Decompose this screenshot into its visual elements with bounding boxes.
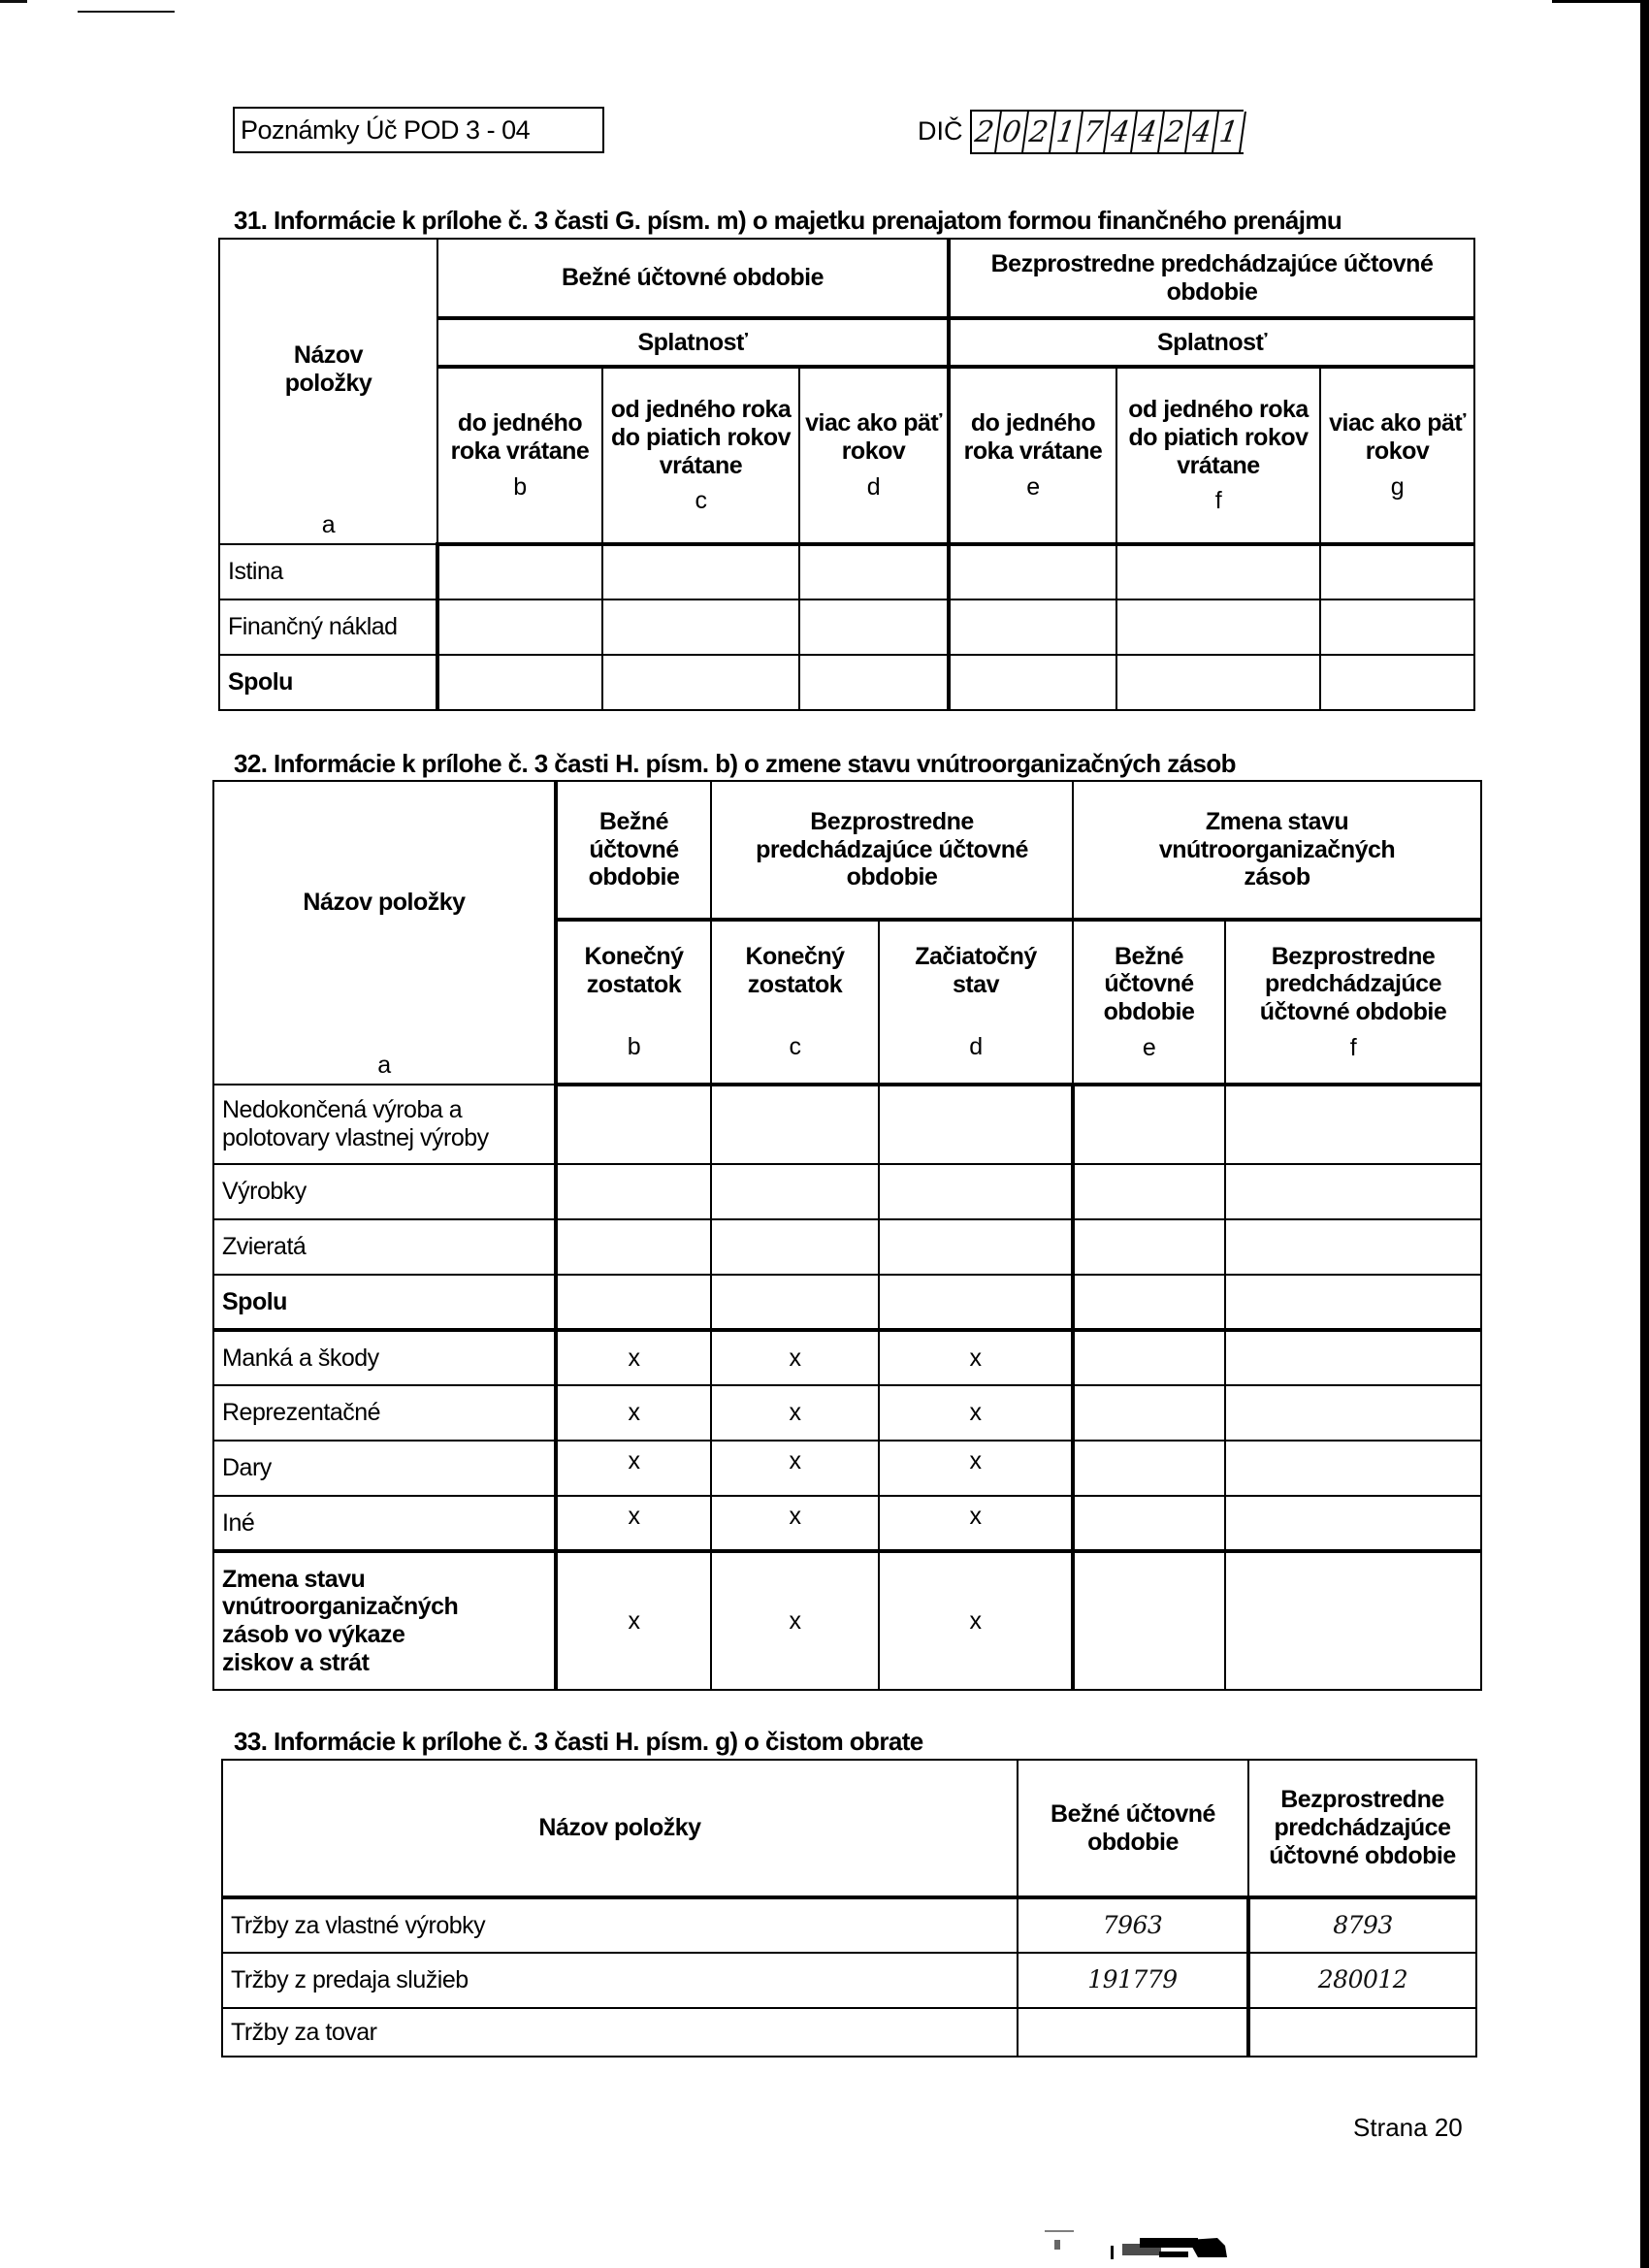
col-header-name: Názov položky	[222, 1760, 1018, 1897]
col-letter: f	[1214, 487, 1222, 515]
value-cell[interactable]	[556, 1219, 711, 1275]
header-text: Názov položky	[303, 889, 466, 916]
dic-digit[interactable]: 4	[1186, 112, 1219, 152]
table-row	[213, 1385, 1481, 1441]
header-text: od jedného roka do piatich rokov vrátane	[610, 396, 792, 479]
col-header-b	[556, 920, 711, 1085]
value-cell[interactable]	[556, 1275, 711, 1330]
scan-artifact-line	[78, 11, 175, 13]
group-header-previous: Bezprostredne predchádzajúce účtovné obdobie	[949, 239, 1474, 318]
col-header-g	[1320, 367, 1474, 544]
table-row	[219, 544, 1474, 599]
col-header-d	[879, 920, 1073, 1085]
dic-digit[interactable]: 7	[1078, 112, 1111, 152]
value-cell: x	[711, 1441, 879, 1496]
col-header-f	[1116, 367, 1320, 544]
dic-digit[interactable]: 2	[1159, 112, 1192, 152]
value-cell: x	[556, 1551, 711, 1690]
col-header-e	[949, 367, 1116, 544]
value-cell[interactable]	[879, 1219, 1073, 1275]
header-text: Konečný zostatok	[584, 942, 684, 998]
table-row	[222, 2008, 1476, 2057]
value-cell: x	[556, 1496, 711, 1551]
value-cell[interactable]	[1225, 1551, 1481, 1690]
value-cell[interactable]	[1073, 1441, 1225, 1496]
value-cell[interactable]	[1073, 1164, 1225, 1219]
row-label: Tržby za tovar	[222, 2008, 1018, 2057]
value-cell[interactable]	[1073, 1551, 1225, 1690]
col-letter: d	[969, 1033, 983, 1061]
header-text: Bezprostredne predchádzajúce účtovné obdobie	[1259, 942, 1447, 1025]
value-cell: x	[879, 1441, 1073, 1496]
value-cell[interactable]	[1073, 1219, 1225, 1275]
dic-label: DIČ	[918, 116, 963, 146]
group-header-current: Bežné účtovné obdobie	[556, 781, 711, 920]
row-label: Spolu	[219, 655, 437, 710]
value-cell[interactable]	[949, 655, 1116, 710]
value-cell[interactable]	[879, 1275, 1073, 1330]
row-label: Spolu	[213, 1275, 556, 1330]
dic-digit[interactable]: 0	[996, 112, 1029, 152]
table-row	[213, 1164, 1481, 1219]
table-row	[213, 1441, 1481, 1496]
value-cell[interactable]	[1073, 1385, 1225, 1441]
row-label: Zmena stavu vnútroorganizačných zásob vo výkaze ziskov a strát	[213, 1551, 556, 1690]
form-identifier: Poznámky Úč POD 3 - 04	[233, 107, 604, 153]
row-label: Iné	[213, 1496, 556, 1551]
col-header-d	[799, 367, 949, 544]
value-cell-current[interactable]: 191779	[1018, 1953, 1248, 2008]
value-cell[interactable]	[799, 599, 949, 655]
section-33-table	[221, 1759, 1477, 2057]
value-cell: x	[556, 1385, 711, 1441]
table-row	[222, 1897, 1476, 1953]
header-text: od jedného roka do piatich rokov vrátane	[1128, 396, 1309, 479]
scan-border-top	[1552, 0, 1649, 3]
section-31-title: 31. Informácie k prílohe č. 3 časti G. písm. m) o majetku prenajatom formou finančného prenájmu	[234, 206, 1342, 235]
value-cell[interactable]	[1225, 1385, 1481, 1441]
col-letter: b	[627, 1033, 641, 1061]
value-cell[interactable]	[437, 655, 602, 710]
col-letter: c	[695, 487, 707, 515]
value-cell[interactable]	[1320, 655, 1474, 710]
section-33-title: 33. Informácie k prílohe č. 3 časti H. písm. g) o čistom obrate	[234, 1727, 923, 1756]
col-header-e	[1073, 920, 1225, 1085]
table-row	[219, 599, 1474, 655]
value-cell[interactable]	[949, 599, 1116, 655]
dic-digit[interactable]: 4	[1105, 112, 1138, 152]
section-32-title: 32. Informácie k prílohe č. 3 časti H. písm. b) o zmene stavu vnútroorganizačných zásob	[234, 749, 1236, 778]
col-header-current: Bežné účtovné obdobie	[1018, 1760, 1248, 1897]
header-text: Názov položky	[284, 341, 372, 397]
dic-digit[interactable]: 2	[1023, 112, 1056, 152]
value-cell[interactable]	[879, 1085, 1073, 1164]
value-cell: x	[879, 1385, 1073, 1441]
col-letter: a	[377, 1052, 391, 1080]
value-cell[interactable]	[1320, 544, 1474, 599]
col-header-name	[219, 239, 437, 544]
value-cell: x	[879, 1496, 1073, 1551]
value-cell[interactable]	[949, 544, 1116, 599]
row-label: Istina	[219, 544, 437, 599]
value-cell[interactable]	[1073, 1496, 1225, 1551]
row-label: Výrobky	[213, 1164, 556, 1219]
table-row	[213, 1330, 1481, 1385]
value-cell[interactable]	[1073, 1275, 1225, 1330]
col-letter: e	[1026, 472, 1040, 501]
value-cell-current[interactable]: 7963	[1018, 1897, 1248, 1953]
table-row	[213, 1085, 1481, 1164]
col-header-b	[437, 367, 602, 544]
dic-digit[interactable]: 4	[1132, 112, 1165, 152]
value-cell[interactable]	[1225, 1496, 1481, 1551]
dic-field[interactable]	[970, 110, 1244, 154]
scan-artifact-corner	[0, 0, 27, 3]
value-cell[interactable]	[1225, 1275, 1481, 1330]
row-label: Finančný náklad	[219, 599, 437, 655]
value-cell[interactable]	[602, 599, 799, 655]
value-cell-previous[interactable]	[1248, 2008, 1476, 2057]
row-label: Dary	[213, 1441, 556, 1496]
value-cell[interactable]	[711, 1219, 879, 1275]
table-row	[213, 1275, 1481, 1330]
section-32-table	[212, 780, 1482, 1691]
col-letter: c	[789, 1033, 801, 1061]
group-header-current: Bežné účtovné obdobie	[437, 239, 949, 318]
value-cell: x	[879, 1551, 1073, 1690]
value-cell[interactable]	[1225, 1164, 1481, 1219]
value-cell: x	[711, 1551, 879, 1690]
value-cell[interactable]	[1073, 1330, 1225, 1385]
col-letter: b	[513, 472, 527, 501]
header-text: viac ako päť rokov	[1329, 409, 1466, 466]
value-cell[interactable]	[1073, 1085, 1225, 1164]
value-cell[interactable]	[711, 1164, 879, 1219]
maturity-header-previous: Splatnosť	[949, 318, 1474, 367]
table-row	[222, 1953, 1476, 2008]
header-text: do jedného roka vrátane	[963, 409, 1103, 466]
value-cell[interactable]	[602, 544, 799, 599]
value-cell[interactable]	[799, 655, 949, 710]
row-label: Tržby z predaja služieb	[222, 1953, 1018, 2008]
value-cell[interactable]	[1225, 1219, 1481, 1275]
value-cell: x	[556, 1441, 711, 1496]
value-cell[interactable]	[1225, 1441, 1481, 1496]
row-label: Manká a škody	[213, 1330, 556, 1385]
value-cell-previous[interactable]: 8793	[1248, 1897, 1476, 1953]
value-cell: x	[711, 1330, 879, 1385]
table-row	[219, 655, 1474, 710]
table-row	[213, 1551, 1481, 1690]
value-cell[interactable]	[1225, 1085, 1481, 1164]
value-cell[interactable]	[437, 544, 602, 599]
col-header-previous: Bezprostredne predchádzajúce účtovné obdobie	[1248, 1760, 1476, 1897]
value-cell: x	[711, 1385, 879, 1441]
col-header-name	[213, 781, 556, 1085]
value-cell-current[interactable]	[1018, 2008, 1248, 2057]
value-cell[interactable]	[799, 544, 949, 599]
row-label: Nedokončená výroba a polotovary vlastnej výroby	[213, 1085, 556, 1164]
table-row	[213, 1219, 1481, 1275]
value-cell[interactable]	[602, 655, 799, 710]
header-text: Začiatočný stav	[915, 942, 1037, 998]
value-cell: x	[879, 1330, 1073, 1385]
col-letter: e	[1142, 1033, 1156, 1061]
header-text: viac ako päť rokov	[805, 409, 942, 466]
group-header-previous: Bezprostredne predchádzajúce účtovné obdobie	[711, 781, 1073, 920]
row-label: Reprezentačné	[213, 1385, 556, 1441]
value-cell[interactable]	[1116, 599, 1320, 655]
col-letter: f	[1349, 1033, 1357, 1061]
dic-digit[interactable]: 1	[1213, 112, 1246, 152]
col-header-c	[711, 920, 879, 1085]
group-header-change: Zmena stavu vnútroorganizačných zásob	[1073, 781, 1481, 920]
value-cell[interactable]	[711, 1085, 879, 1164]
value-cell: x	[556, 1330, 711, 1385]
dic-digit[interactable]: 2	[969, 112, 1002, 152]
value-cell[interactable]	[1116, 544, 1320, 599]
section-31-table	[218, 238, 1475, 711]
header-text: do jedného roka vrátane	[450, 409, 590, 466]
page-number: Strana 20	[1353, 2113, 1463, 2142]
value-cell[interactable]	[1116, 655, 1320, 710]
value-cell[interactable]	[711, 1275, 879, 1330]
col-letter: d	[866, 472, 881, 501]
value-cell[interactable]	[879, 1164, 1073, 1219]
scan-border-right	[1640, 2, 1649, 2268]
value-cell[interactable]	[437, 599, 602, 655]
col-header-c	[602, 367, 799, 544]
value-cell[interactable]	[1320, 599, 1474, 655]
stamp-mark-icon	[1043, 2226, 1266, 2261]
value-cell[interactable]	[556, 1085, 711, 1164]
row-label: Tržby za vlastné výrobky	[222, 1897, 1018, 1953]
value-cell[interactable]	[556, 1164, 711, 1219]
header-text: Konečný zostatok	[745, 942, 845, 998]
maturity-header-current: Splatnosť	[437, 318, 949, 367]
row-label: Zvieratá	[213, 1219, 556, 1275]
value-cell-previous[interactable]: 280012	[1248, 1953, 1476, 2008]
dic-digit[interactable]: 1	[1051, 112, 1083, 152]
header-text: Bežné účtovné obdobie	[1103, 942, 1195, 1025]
table-row	[213, 1496, 1481, 1551]
col-letter: g	[1390, 472, 1405, 501]
col-letter: a	[321, 511, 336, 539]
value-cell: x	[711, 1496, 879, 1551]
value-cell[interactable]	[1225, 1330, 1481, 1385]
col-header-f	[1225, 920, 1481, 1085]
